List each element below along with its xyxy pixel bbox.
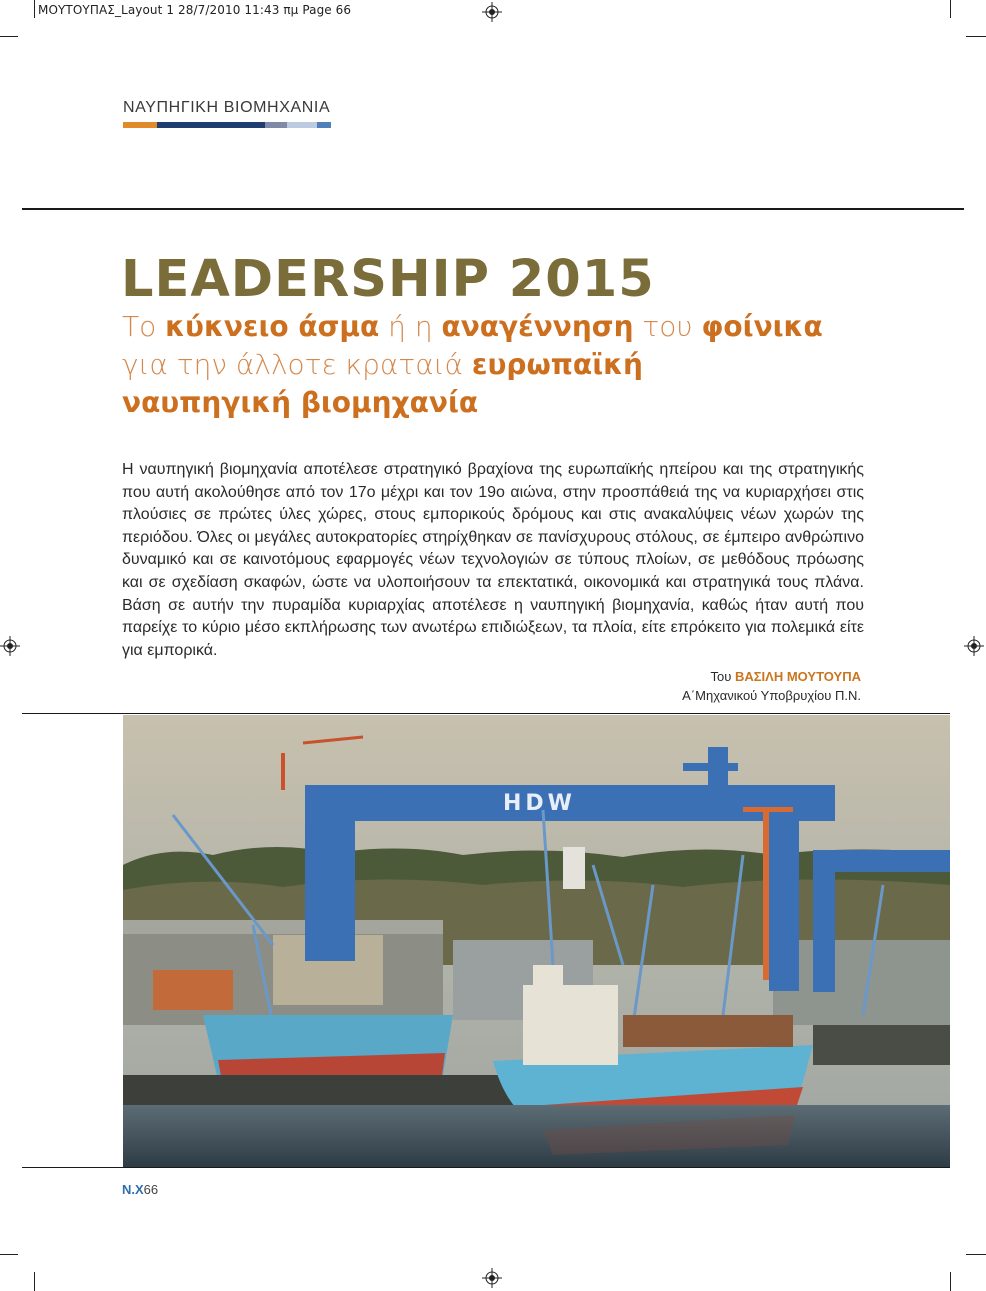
shipyard-illustration [123, 715, 950, 1167]
registration-mark-top [482, 2, 502, 22]
subheading-text: για την άλλοτε κραταιά [122, 348, 472, 381]
crop-mark-bottom-right-h [966, 1254, 986, 1255]
byline [682, 667, 861, 705]
page-folio [122, 1182, 158, 1197]
color-bar-segment [317, 122, 331, 128]
shipyard-photo [123, 715, 950, 1167]
photo-bottom-rule [22, 1167, 950, 1168]
author-title: Α΄Μηχανικού Υποβρυχίου Π.Ν. [682, 688, 861, 703]
subheading-highlight: αναγέννηση [441, 310, 634, 343]
subheading-text: Το [122, 310, 166, 343]
author-name: ΒΑΣΙΛΗ ΜΟΥΤΟΥΠΑ [734, 669, 861, 684]
crop-mark-bottom-left-h [0, 1254, 18, 1255]
crop-mark-bottom-right-v [950, 1272, 951, 1291]
color-bar-segment [209, 122, 265, 128]
subheading-highlight: κύκνειο άσμα [165, 310, 380, 343]
page-number: 66 [143, 1182, 159, 1197]
top-rule [22, 208, 964, 210]
subheading-highlight: ευρωπαϊκή [471, 348, 643, 381]
registration-mark-bottom [482, 1268, 502, 1288]
byline-line [682, 667, 861, 686]
subheading-highlight: φοίνικα [701, 310, 823, 343]
crop-mark-top-left-h [0, 36, 18, 37]
color-bar-segment [157, 122, 209, 128]
crop-mark-top-right-v [950, 0, 951, 18]
subheading-text: του [633, 310, 702, 343]
subheading-highlight: ναυπηγική βιομηχανία [122, 386, 479, 419]
print-slug: ΜΟΥΤΟΥΠΑΣ_Layout 1 28/7/2010 11:43 πμ Page 66 [38, 3, 352, 17]
crane-hdw-text: HDW [503, 791, 576, 816]
byline-prefix: Του [710, 669, 735, 684]
section-label: ΝΑΥΠΗΓΙΚΗ ΒΙΟΜΗΧΑΝΙΑ [123, 99, 331, 116]
subheading-text: ή η [379, 310, 442, 343]
photo-top-rule [22, 713, 950, 714]
lead-paragraph: Η ναυπηγική βιομηχανία αποτέλεσε στρατηγικό βραχίονα της ευρωπαϊκής ηπείρου και της στρατηγικής που αυτή ακολούθησε από τον 17ο μέχρι και τον 19ο αιώνα, στην προσπάθειά της να κυριαρχήσει στις πλούσιες σε πρώτες ύλες χώρες, στους εμπορικούς δρόμους και στις ανακαλύψεις νέων χωρών της περιόδου. Όλες οι μεγάλες αυτοκρατορίες στηρίχθηκαν σε πανίσχυρους στόλους, σε έμπειρο ανθρώπινο δυναμικό και σε καινοτόμους εφαρμογές νέων τεχνολογιών σε τύπους πλοίων, σε μεθόδους πρόωσης και σε σχεδίαση σκαφών, ώστε να υλοποιήσουν τα επεκτατικά, οικονομικά και στρατηγικά τους πλάνα. Βάση σε αυτήν την πυραμίδα κυριαρχίας αποτέλεσε η ναυπηγική βιομηχανία, καθώς ήταν αυτή που παρείχε το κύριο μέσο εκπλήρωσης των ανωτέρω επιδιώξεων, τα πλοία, είτε επρόκειτο για πολεμικά είτε για εμπορικά. [122, 461, 864, 659]
crop-mark-top-left-v [34, 0, 35, 18]
registration-mark-left [0, 636, 20, 656]
crop-mark-bottom-left-v [34, 1272, 35, 1291]
color-bar-segment [123, 122, 157, 128]
magazine-brand: Ν.Χ [122, 1182, 144, 1197]
registration-mark-right [964, 636, 984, 656]
crop-mark-top-right-h [966, 36, 986, 37]
headline: LEADERSHIP 2015 [121, 250, 655, 309]
section-color-bar [123, 122, 331, 128]
color-bar-segment [265, 122, 287, 128]
color-bar-segment [287, 122, 317, 128]
subheading [122, 308, 882, 422]
